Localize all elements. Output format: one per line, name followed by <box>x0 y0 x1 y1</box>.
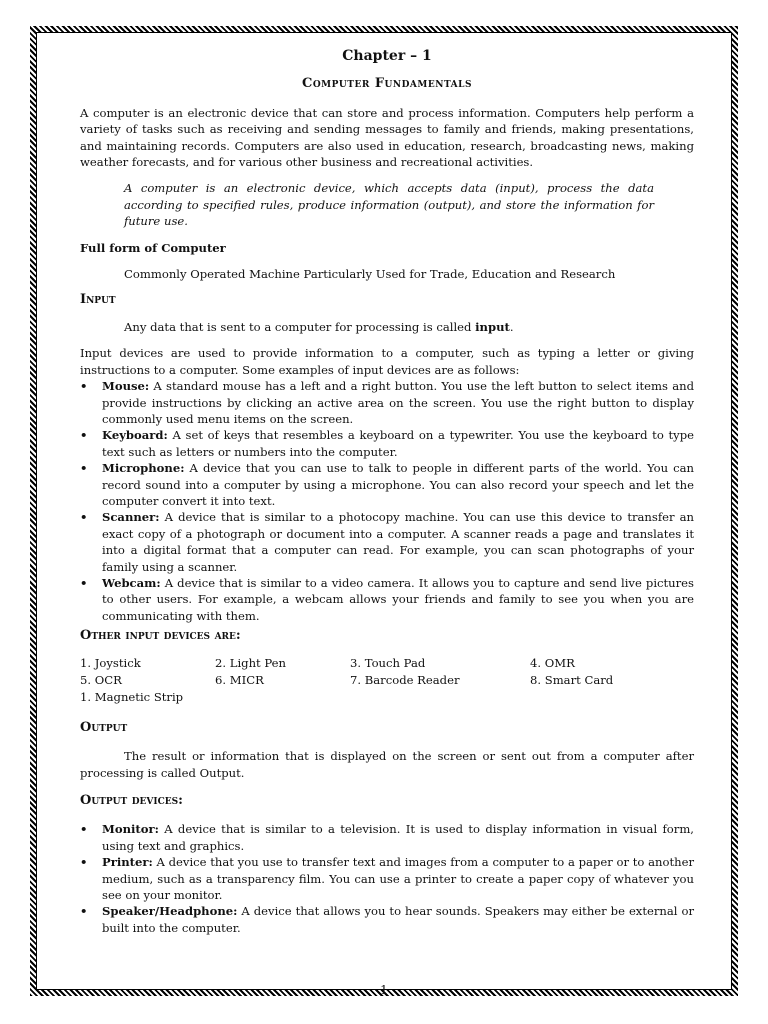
list-item: • Mouse: A standard mouse has a left and a right button. You use the left button to select items and provide instructions by clicking an active area on the screen. You use the right button to display commonly used menu items on the screen. <box>80 379 694 426</box>
intro-paragraph: A computer is an electronic device that can store and process information. Computers help perform a variety of tasks such as receiving and sending messages to family and friends, making presentations, and maintaining records. Computers are also used in education, research, broadcasting news, making weather forecasts, and for various other business and recreational activities. <box>80 105 694 170</box>
page-number: 1 <box>380 983 388 997</box>
output-definition: The result or information that is displayed on the screen or sent out from a computer after processing is called Output. <box>80 749 694 780</box>
bullet-icon: • <box>80 379 88 394</box>
bullet-icon: • <box>80 855 88 870</box>
full-form-heading: Full form of Computer <box>80 240 226 255</box>
grid-item: 2. Light Pen <box>215 655 286 670</box>
bullet-icon: • <box>80 428 88 443</box>
output-heading: Output <box>80 719 128 735</box>
grid-item: 6. MICR <box>215 673 264 687</box>
grid-item: 1. Magnetic Strip <box>80 690 184 705</box>
list-item: • Printer: A device that you use to transfer text and images from a computer to a paper or to another medium, such as a transparency film. You can use a printer to create a paper copy of whatever you see on your monitor. <box>80 855 694 903</box>
list-item: • Keyboard: A set of keys that resembles a keyboard on a typewriter. You use the keyboard to type text such as letters or numbers into the computer. <box>80 428 694 459</box>
input-devices-list <box>80 378 694 624</box>
grid-item: 8. Smart Card <box>530 673 614 687</box>
other-input-heading: Other input devices are: <box>80 628 241 644</box>
bullet-icon: • <box>80 822 88 837</box>
grid-item: 3. Touch Pad <box>350 655 426 670</box>
list-item: • Scanner: A device that is similar to a photocopy machine. You can use this device to transfer an exact copy of a photograph or document into a computer. A scanner reads a page and translates it into a digital format that a computer can read. For example, you can scan photographs of your family using a scanner. <box>80 510 694 574</box>
full-form-text: Commonly Operated Machine Particularly Used for Trade, Education and Research <box>124 267 616 282</box>
grid-item: 7. Barcode Reader <box>350 673 460 687</box>
document-title: Computer Fundamentals <box>302 76 472 92</box>
list-item: • Speaker/Headphone: A device that allows you to hear sounds. Speakers may either be external or built into the computer. <box>80 904 694 935</box>
bullet-icon: • <box>80 510 88 525</box>
grid-item: 5. OCR <box>80 673 122 687</box>
input-definition: Any data that is sent to a computer for processing is called input. <box>124 319 514 334</box>
input-term: input <box>475 319 510 334</box>
grid-item: 4. OMR <box>530 655 575 670</box>
list-item: • Microphone: A device that you can use to talk to people in different parts of the world. You can record sound into a computer by using a microphone. You can also record your speech and let the computer convert it into text. <box>80 461 694 508</box>
list-item: • Webcam: A device that is similar to a video camera. It allows you to capture and send live pictures to other users. For example, a webcam allows your friends and family to see you when you are communicating with them. <box>80 575 694 623</box>
other-input-grid <box>80 655 694 706</box>
document-body <box>80 48 694 936</box>
chapter-heading: Chapter – 1 <box>342 48 432 64</box>
list-item: • Monitor: A device that is similar to a television. It is used to display information in visual form, using text and graphics. <box>80 822 694 853</box>
grid-item: 1. Joystick <box>80 655 141 670</box>
output-devices-heading: Output devices: <box>80 793 183 809</box>
bullet-icon: • <box>80 575 88 590</box>
bullet-icon: • <box>80 461 88 476</box>
definition-quote: A computer is an electronic device, which accepts data (input), process the data according to specified rules, produce information (output), and store the information for future use. <box>124 181 654 229</box>
bullet-icon: • <box>80 904 88 919</box>
input-devices-intro: Input devices are used to provide information to a computer, such as typing a letter or giving instructions to a computer. Some examples of input devices are as follows: <box>80 346 694 377</box>
input-heading: Input <box>80 292 116 308</box>
output-devices-list <box>80 821 694 936</box>
